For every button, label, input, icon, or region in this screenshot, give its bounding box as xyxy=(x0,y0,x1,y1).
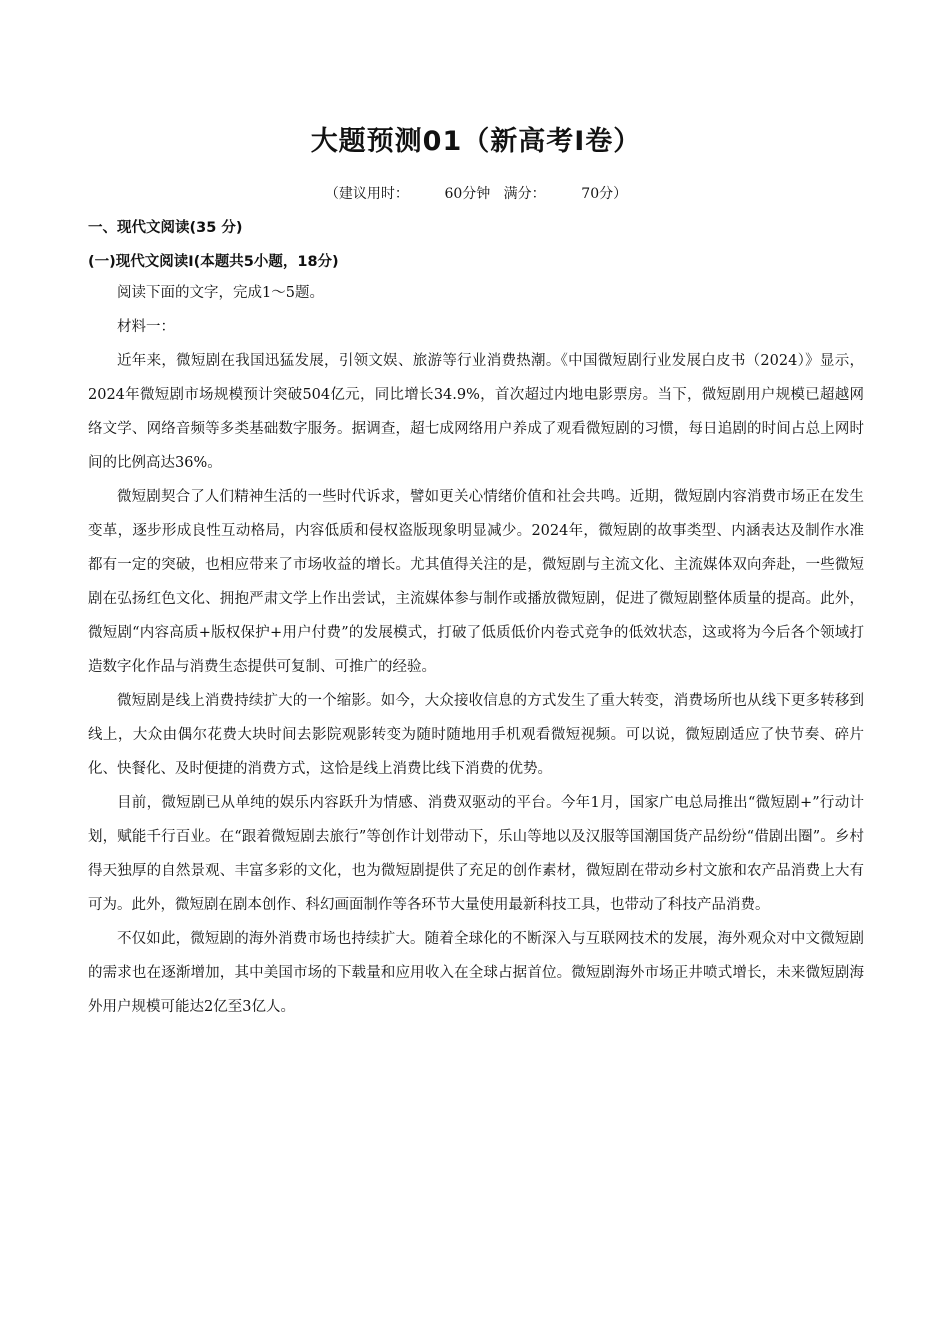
body-paragraph: 微短剧契合了人们精神生活的一些时代诉求，譬如更关心情绪价值和社会共鸣。近期，微短剧内容消费市场正在发生变革，逐步形成良性互动格局，内容低质和侵权盗版现象明显减少。2024年，微短剧的故事类型、内涵表达及制作水准都有一定的突破，也相应带来了市场收益的增长。尤其值得关注的是，微短剧与主流文化、主流媒体双向奔赴，一些微短剧在弘扬红色文化、拥抱严肃文学上作出尝试，主流媒体参与制作或播放微短剧，促进了微短剧整体质量的提高。此外，微短剧“内容高质+版权保护+用户付费”的发展模式，打破了低质低价内卷式竞争的低效状态，这或将为今后各个领域打造数字化作品与消费生态提供可复制、可推广的经验。 xyxy=(88,489,864,675)
time-label: （建议用时： xyxy=(324,186,409,202)
body-paragraph: 微短剧是线上消费持续扩大的一个缩影。如今，大众接收信息的方式发生了重大转变，消费场所也从线下更多转移到线上，大众由偶尔花费大块时间去影院观影转变为随时随地用手机观看微短视频。可以说，微短剧适应了快节奏、碎片化、快餐化、及时便捷的消费方式，这恰是线上消费比线下消费的优势。 xyxy=(88,693,864,777)
exam-time-info xyxy=(88,184,864,204)
body-paragraph: 近年来，微短剧在我国迅猛发展，引领文娱、旅游等行业消费热潮。《中国微短剧行业发展白皮书（2024）》显示，2024年微短剧市场规模预计突破504亿元，同比增长34.9%，首次超过内地电影票房。当下，微短剧用户规模已超越网络文学、网络音频等多类基础数字服务。据调查，超七成网络用户养成了观看微短剧的习惯，每日追剧的时间占总上网时间的比例高达36%。 xyxy=(88,353,864,471)
subsection-heading: (一)现代文阅读Ⅰ(本题共5小题，18分) xyxy=(88,254,339,270)
instruction-paragraph: 阅读下面的文字，完成1～5题。 xyxy=(117,285,324,301)
document-page xyxy=(88,118,864,1024)
score-value: 70分） xyxy=(581,186,628,202)
body-paragraph: 不仅如此，微短剧的海外消费市场也持续扩大。随着全球化的不断深入与互联网技术的发展，海外观众对中文微短剧的需求也在逐渐增加，其中美国市场的下载量和应用收入在全球占据首位。微短剧海外市场正井喷式增长，未来微短剧海外用户规模可能达2亿至3亿人。 xyxy=(88,931,864,1015)
material-label: 材料一： xyxy=(117,319,175,335)
body-paragraph: 目前，微短剧已从单纯的娱乐内容跃升为情感、消费双驱动的平台。今年1月，国家广电总局推出“微短剧+”行动计划，赋能千行百业。在“跟着微短剧去旅行”等创作计划带动下，乐山等地以及汉服等国潮国货产品纷纷“借剧出圈”。乡村得天独厚的自然景观、丰富多彩的文化，也为微短剧提供了充足的创作素材，微短剧在带动乡村文旅和农产品消费上大有可为。此外，微短剧在剧本创作、科幻画面制作等各环节大量使用最新科技工具，也带动了科技产品消费。 xyxy=(88,795,864,913)
section-heading: 一、现代文阅读(35 分) xyxy=(88,220,243,236)
time-value: 60分钟 xyxy=(444,186,491,202)
score-label: 满分： xyxy=(503,186,546,202)
page-title: 大题预测01（新高考Ⅰ卷） xyxy=(310,126,642,157)
